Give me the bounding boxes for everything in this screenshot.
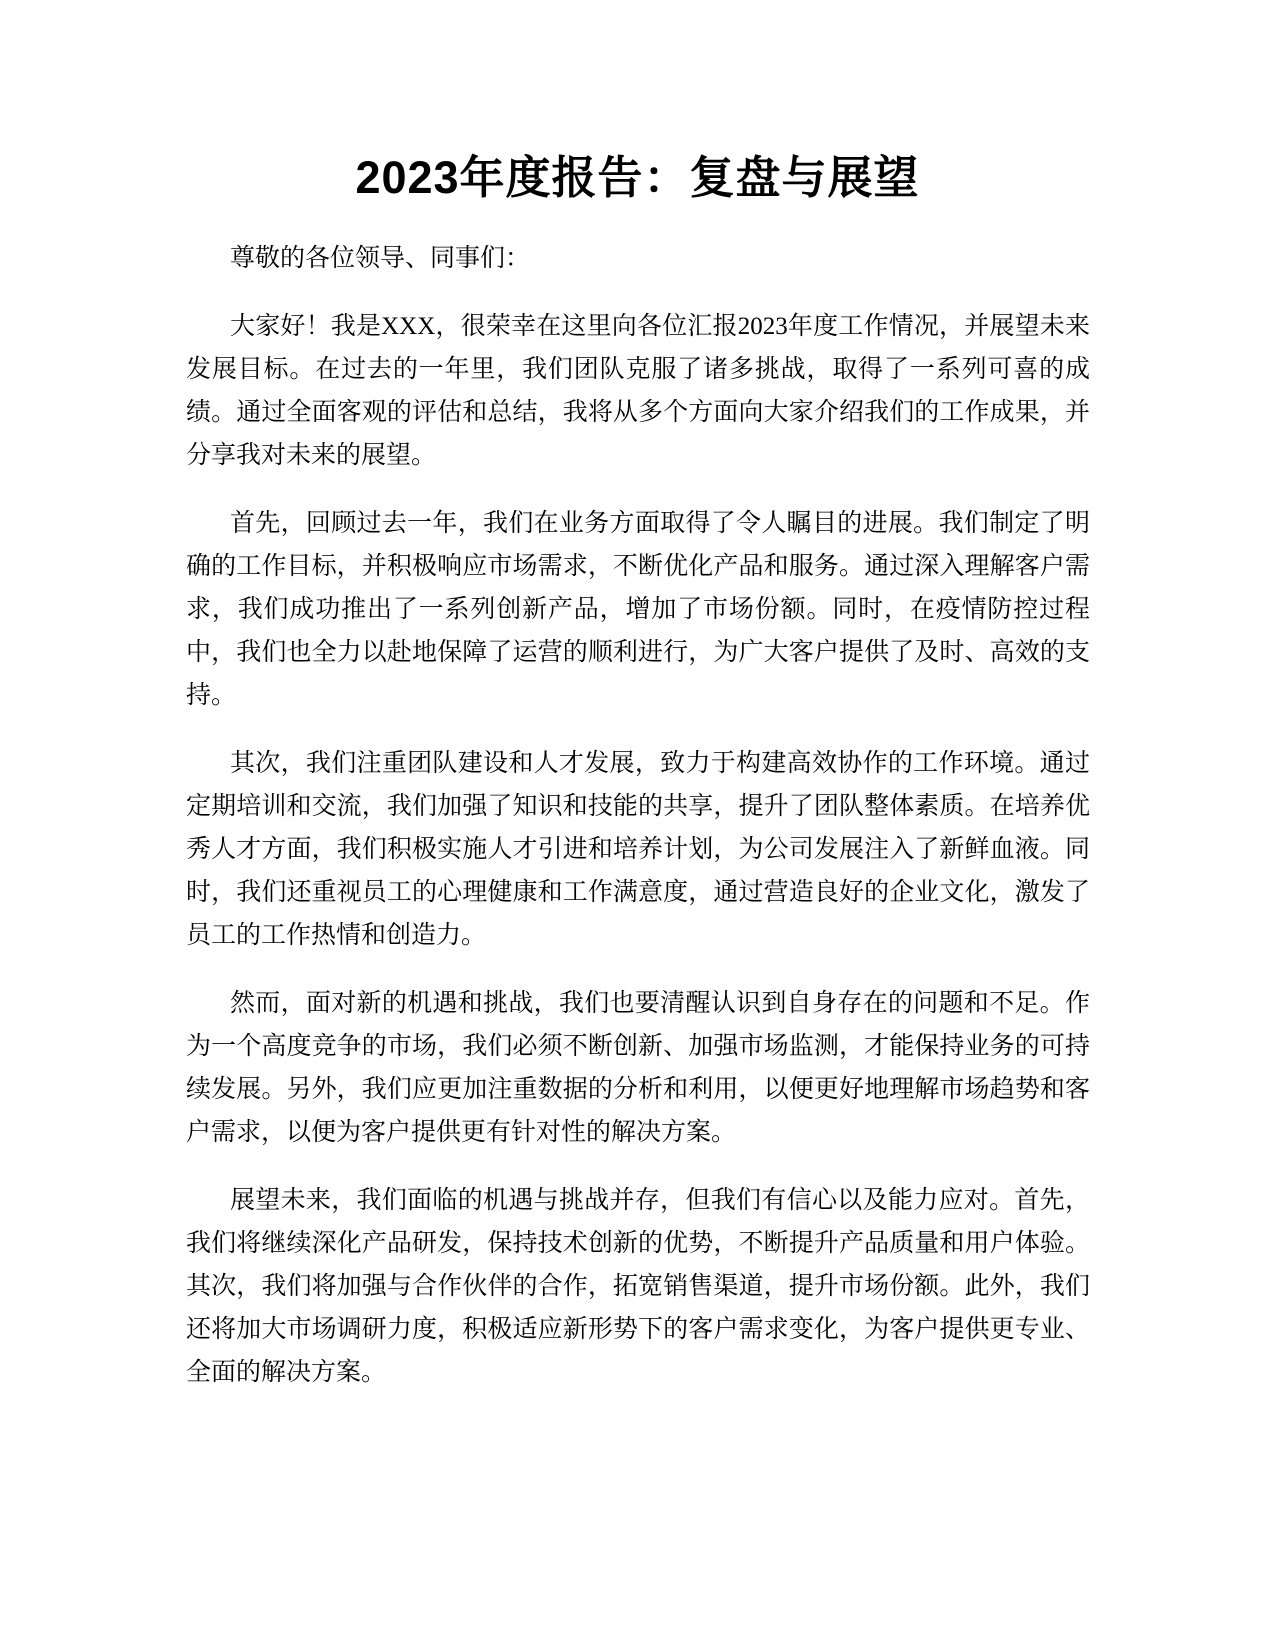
paragraph-intro: 大家好！我是XXX，很荣幸在这里向各位汇报2023年度工作情况，并展望未来发展目标。在过去的一年里，我们团队克服了诸多挑战，取得了一系列可喜的成绩。通过全面客观的评估和总结，我将从多个方面向大家介绍我们的工作成果，并分享我对未来的展望。 <box>186 313 1090 469</box>
document-title: 2023年度报告：复盘与展望 <box>355 152 920 203</box>
salutation: 尊敬的各位领导、同事们： <box>230 245 531 272</box>
document-body <box>186 237 1090 1419</box>
paragraph-business: 首先，回顾过去一年，我们在业务方面取得了令人瞩目的进展。我们制定了明确的工作目标，并积极响应市场需求，不断优化产品和服务。通过深入理解客户需求，我们成功推出了一系列创新产品，增加了市场份额。同时，在疫情防控过程中，我们也全力以赴地保障了运营的顺利进行，为广大客户提供了及时、高效的支持。 <box>186 510 1090 709</box>
paragraph-outlook: 展望未来，我们面临的机遇与挑战并存，但我们有信心以及能力应对。首先，我们将继续深化产品研发，保持技术创新的优势，不断提升产品质量和用户体验。其次，我们将加强与合作伙伴的合作，拓宽销售渠道，提升市场份额。此外，我们还将加大市场调研力度，积极适应新形势下的客户需求变化，为客户提供更专业、全面的解决方案。 <box>186 1187 1090 1386</box>
paragraph-team: 其次，我们注重团队建设和人才发展，致力于构建高效协作的工作环境。通过定期培训和交流，我们加强了知识和技能的共享，提升了团队整体素质。在培养优秀人才方面，我们积极实施人才引进和培养计划，为公司发展注入了新鲜血液。同时，我们还重视员工的心理健康和工作满意度，通过营造良好的企业文化，激发了员工的工作热情和创造力。 <box>186 750 1090 949</box>
paragraph-challenges: 然而，面对新的机遇和挑战，我们也要清醒认识到自身存在的问题和不足。作为一个高度竞争的市场，我们必须不断创新、加强市场监测，才能保持业务的可持续发展。另外，我们应更加注重数据的分析和利用，以便更好地理解市场趋势和客户需求，以便为客户提供更有针对性的解决方案。 <box>186 990 1090 1146</box>
